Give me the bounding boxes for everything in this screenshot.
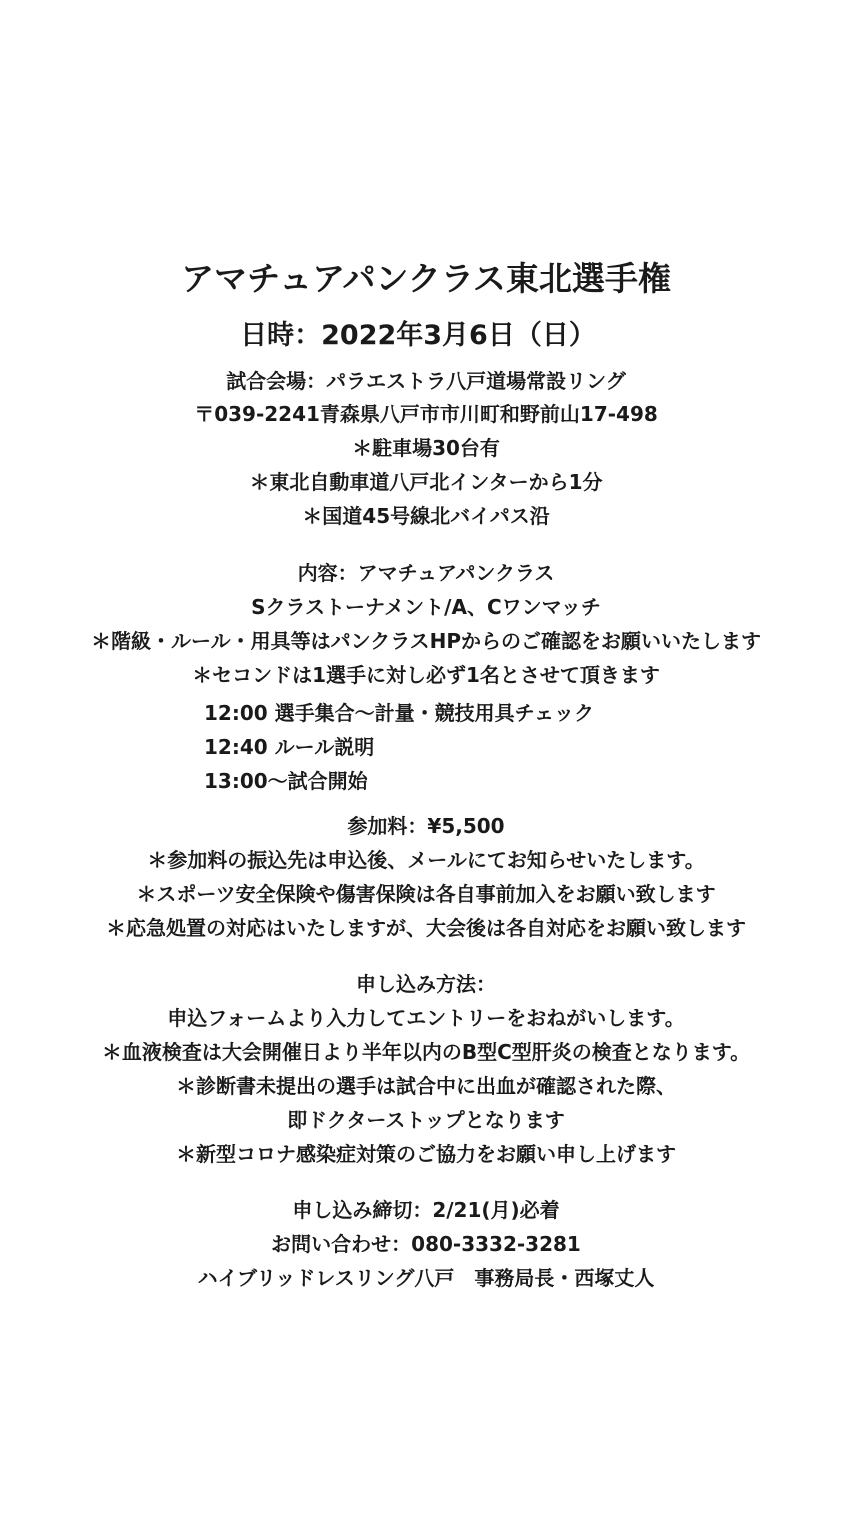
content-note-rules: ＊階級・ルール・用具等はパンクラスHPからのご確認をお願いいたします <box>91 629 761 653</box>
application-deadline: 申し込み締切：2/21(月)必着 <box>292 1198 560 1222</box>
application-note-blood-test: ＊血液検査は大会開催日より半年以内のB型C型肝炎の検査となります。 <box>101 1040 751 1064</box>
fee-note-firstaid: ＊応急処置の対応はいたしますが、大会後は各自対応をお願い致します <box>106 916 746 940</box>
application-label: 申し込み方法： <box>356 972 496 996</box>
venue-note-parking: ＊駐車場30台有 <box>352 436 500 460</box>
event-title: アマチュアパンクラス東北選手権 <box>181 259 671 298</box>
venue-note-route: ＊国道45号線北バイパス沿 <box>302 504 550 528</box>
content-category: Sクラストーナメント/A、Cワンマッチ <box>251 595 601 619</box>
schedule-item: 12:00 選手集合〜計量・競技用具チェック <box>204 701 595 725</box>
application-note-medical: ＊診断書未提出の選手は試合中に出血が確認された際、 <box>176 1074 676 1098</box>
fee-label: 参加料：¥5,500 <box>347 814 505 838</box>
fee-note-payment: ＊参加料の振込先は申込後、メールにてお知らせいたします。 <box>147 848 705 872</box>
fee-note-insurance: ＊スポーツ安全保険や傷害保険は各自事前加入をお願い致します <box>136 882 716 906</box>
schedule-item: 12:40 ルール説明 <box>204 735 375 759</box>
venue-address: 〒039-2241青森県八戸市市川町和野前山17-498 <box>194 402 658 426</box>
application-note-doctor-stop: 即ドクターストップとなります <box>287 1108 565 1132</box>
contact-phone: お問い合わせ：080-3332-3281 <box>271 1232 581 1256</box>
schedule-item: 13:00〜試合開始 <box>204 769 368 793</box>
venue-name: 試合会場：パラエストラ八戸道場常設リング <box>226 369 626 393</box>
event-date: 日時：2022年3月6日（日） <box>240 320 596 351</box>
content-label: 内容：アマチュアパンクラス <box>297 561 555 585</box>
venue-note-access: ＊東北自動車道八戸北インターから1分 <box>249 470 603 494</box>
application-method: 申込フォームより入力してエントリーをおねがいします。 <box>167 1006 685 1030</box>
content-note-second: ＊セコンドは1選手に対し必ず1名とさせて頂きます <box>192 663 660 687</box>
organizer: ハイブリッドレスリング八戸 事務局長・西塚丈人 <box>197 1266 655 1290</box>
application-note-covid: ＊新型コロナ感染症対策のご協力をお願い申し上げます <box>176 1142 676 1166</box>
